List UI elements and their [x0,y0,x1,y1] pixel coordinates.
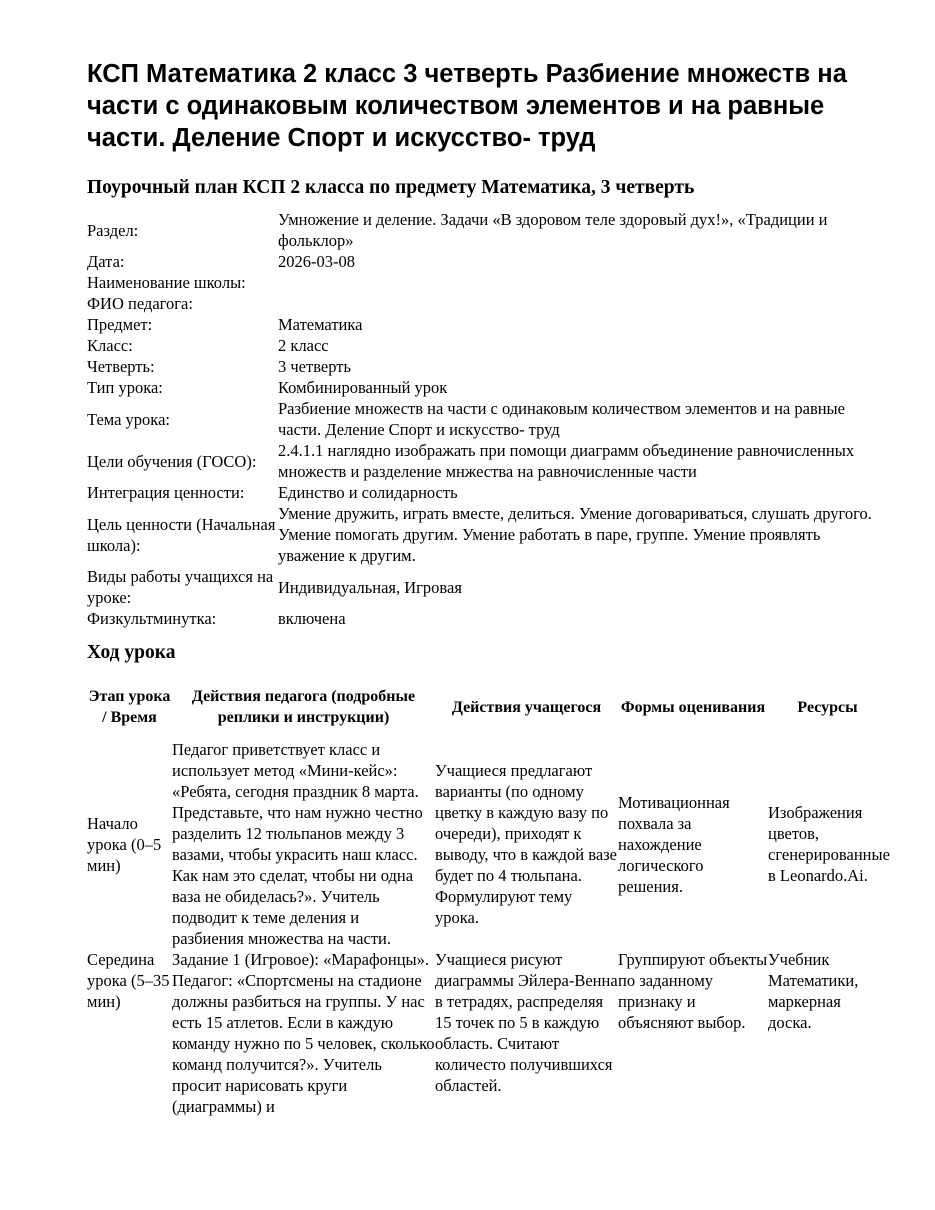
meta-value: Индивидуальная, Игровая [278,577,462,597]
meta-value: 2026-03-08 [278,252,355,271]
meta-value: включена [278,609,346,628]
meta-key: Физкультминутка: [87,609,217,628]
meta-row [87,503,887,566]
meta-row [87,209,887,251]
meta-row [87,377,887,398]
meta-key: Дата: [87,252,125,271]
meta-value: 2.4.1.1 наглядно изображать при помощи диаграмм объединение равночисленных множеств и разделение мнжества на равночисленные части [278,441,855,481]
document-page [87,58,890,1116]
document-title: КСП Математика 2 класс 3 четверть Разбиение множеств на части с одинаковым количеством элементов и на равные части. Деление Спорт и искусство- труд [87,60,847,152]
cell-student-actions: Учащиеся рисуют диаграммы Эйлера-Венна в тетрадях, распределяя 15 точек по 5 в каждую область. Считают количесто получившихся областей. [435,950,618,1095]
meta-row [87,314,887,335]
meta-value [278,293,887,314]
cell-teacher-actions: Педагог приветствует класс и использует метод «Мини-кейс»: «Ребята, сегодня праздник 8 марта. Представьте, что нам нужно честно разделить 12 тюльпанов между 3 вазами, чтобы украсить наш класс. Как нам это сделат, чтобы ни одна ваза не обиделась?». Учитель подводит к теме деления и разбиения множества на части. [172,740,423,948]
meta-value: 2 класс [278,336,329,355]
header-assessment: Формы оценивания [620,698,766,716]
meta-value: Математика [278,315,363,334]
meta-value: Умножение и деление. Задачи «В здоровом теле здоровый дух!», «Традиции и фольклор» [278,210,828,250]
meta-key: Предмет: [87,315,153,334]
meta-row [87,356,887,377]
header-resources: Ресурсы [797,698,858,716]
lesson-table-header-row [87,675,887,739]
meta-value [278,272,887,293]
meta-row [87,482,887,503]
cell-student-actions: Учащиеся предлагают варианты (по одному цветку в каждую вазу по очереди), приходят к выводу, что в каждой вазе будет по 4 тюльпана. Формулируют тему урока. [435,761,617,927]
meta-key: Раздел: [87,220,139,240]
meta-key: Цели обучения (ГОСО): [87,451,257,471]
cell-resources: Учебник Математики, маркерная доска. [768,950,859,1032]
meta-row [87,608,887,629]
lesson-meta-table [87,209,887,629]
meta-value: Единство и солидарность [278,483,458,502]
cell-stage: Середина урока (5–35 мин) [87,950,170,1011]
meta-key: Тип урока: [87,378,163,397]
meta-value: 3 четверть [278,357,351,376]
meta-key: Четверть: [87,357,155,376]
meta-row [87,293,887,314]
meta-row [87,335,887,356]
meta-value: Умение дружить, играть вместе, делиться. Умение договариваться, слушать другого. Умение помогать другим. Умение работать в паре, группе. Умение проявлять уважение к другим. [278,504,872,565]
meta-row [87,398,887,440]
meta-row [87,251,887,272]
meta-key: Цель ценности (Начальная школа): [87,514,276,555]
meta-row [87,566,887,608]
meta-key: Тема урока: [87,409,170,429]
meta-row [87,440,887,482]
table-row [87,949,887,1117]
lesson-progress-table [87,675,890,1117]
meta-key: ФИО педагога: [87,294,193,313]
cell-teacher-actions: Задание 1 (Игровое): «Марафонцы». Педагог: «Спортсмены на стадионе должны разбиться на группы. У нас есть 15 атлетов. Если в каждую команду нужно по 5 человек, сколько команд получится?». Учитель просит нарисовать круги (диаграммы) и [172,950,435,1116]
meta-value: Разбиение множеств на части с одинаковым количеством элементов и на равные части. Деление Спорт и искусство- труд [278,399,845,439]
plan-heading: Поурочный план КСП 2 класса по предмету Математика, 3 четверть [87,177,695,198]
table-row [87,739,887,949]
meta-value: Комбинированный урок [278,378,448,397]
meta-key: Класс: [87,336,133,355]
header-teacher-actions: Действия педагога (подробные реплики и инструкции) [191,688,416,726]
meta-key: Виды работы учащихся на уроке: [87,567,274,607]
meta-row [87,272,887,293]
header-stage: Этап урока / Время [88,688,171,726]
cell-assessment: Мотивационная похвала за нахождение логического решения. [618,792,730,896]
header-student-actions: Действия учащегося [451,698,602,716]
cell-stage: Начало урока (0–5 мин) [87,813,162,875]
cell-assessment: Группируют объекты по заданному признаку и объясняют выбор. [618,950,768,1032]
lesson-heading: Ход урока [87,642,176,663]
cell-resources: Изображения цветов, сгенерированные в Leonardo.Ai. [768,803,890,885]
meta-key: Интеграция ценности: [87,483,245,502]
meta-key: Наименование школы: [87,273,246,292]
